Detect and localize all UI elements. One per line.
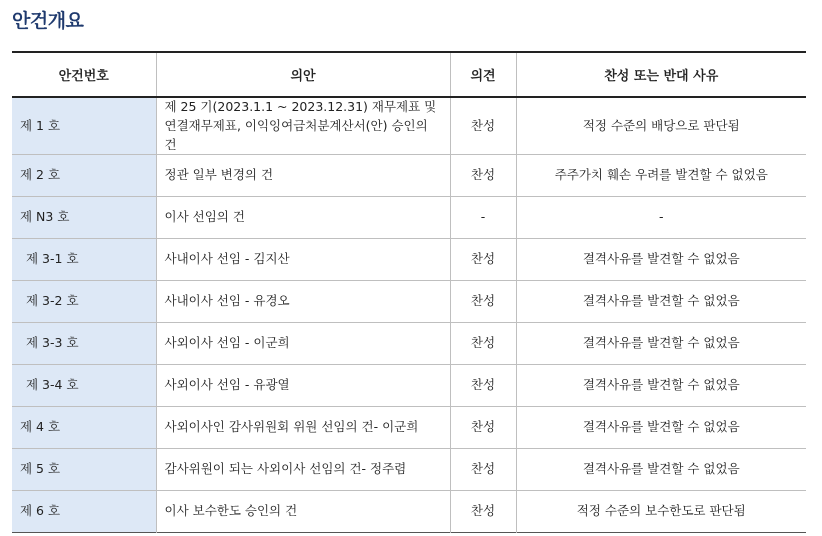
agenda-cell: 이사 선임의 건: [156, 197, 450, 239]
agenda-number-cell: 제 6 호: [12, 491, 156, 533]
agenda-number-cell: 제 3-4 호: [12, 365, 156, 407]
agenda-cell: 사내이사 선임 - 유경오: [156, 281, 450, 323]
opinion-cell: 찬성: [450, 449, 516, 491]
opinion-cell: 찬성: [450, 491, 516, 533]
agenda-number-cell: 제 2 호: [12, 155, 156, 197]
reason-cell: 결격사유를 발견할 수 없었음: [516, 365, 806, 407]
table-row: [12, 323, 806, 365]
agenda-cell: 사내이사 선임 - 김지산: [156, 239, 450, 281]
table-header-row: [12, 52, 806, 97]
agenda-cell: 제 25 기(2023.1.1 ~ 2023.12.31) 재무제표 및 연결재무제표, 이익잉여금처분계산서(안) 승인의 건: [156, 97, 450, 155]
reason-cell: 적정 수준의 배당으로 판단됨: [516, 97, 806, 155]
opinion-cell: 찬성: [450, 323, 516, 365]
header-agenda-number: 안건번호: [12, 52, 156, 97]
agenda-cell: 사외이사인 감사위원회 위원 선임의 건- 이군희: [156, 407, 450, 449]
opinion-cell: 찬성: [450, 239, 516, 281]
opinion-cell: -: [450, 197, 516, 239]
agenda-number-cell: 제 3-3 호: [12, 323, 156, 365]
agenda-number-cell: 제 3-2 호: [12, 281, 156, 323]
table-row: [12, 281, 806, 323]
opinion-cell: 찬성: [450, 407, 516, 449]
agenda-number-cell: 제 1 호: [12, 97, 156, 155]
header-agenda: 의안: [156, 52, 450, 97]
table-row: [12, 449, 806, 491]
opinion-cell: 찬성: [450, 155, 516, 197]
reason-cell: 적정 수준의 보수한도로 판단됨: [516, 491, 806, 533]
agenda-number-cell: 제 N3 호: [12, 197, 156, 239]
reason-cell: 주주가치 훼손 우려를 발견할 수 없었음: [516, 155, 806, 197]
table-row: [12, 239, 806, 281]
agenda-cell: 사외이사 선임 - 이군희: [156, 323, 450, 365]
agenda-number-cell: 제 4 호: [12, 407, 156, 449]
agenda-number-cell: 제 5 호: [12, 449, 156, 491]
opinion-cell: 찬성: [450, 97, 516, 155]
agenda-cell: 이사 보수한도 승인의 건: [156, 491, 450, 533]
reason-cell: -: [516, 197, 806, 239]
opinion-cell: 찬성: [450, 281, 516, 323]
table-row: [12, 407, 806, 449]
header-reason: 찬성 또는 반대 사유: [516, 52, 806, 97]
reason-cell: 결격사유를 발견할 수 없었음: [516, 449, 806, 491]
reason-cell: 결격사유를 발견할 수 없었음: [516, 239, 806, 281]
reason-cell: 결격사유를 발견할 수 없었음: [516, 281, 806, 323]
header-opinion: 의견: [450, 52, 516, 97]
table-row: [12, 365, 806, 407]
table-row: [12, 491, 806, 533]
opinion-cell: 찬성: [450, 365, 516, 407]
agenda-cell: 정관 일부 변경의 건: [156, 155, 450, 197]
agenda-cell: 감사위원이 되는 사외이사 선임의 건- 정주렴: [156, 449, 450, 491]
table-row: [12, 197, 806, 239]
reason-cell: 결격사유를 발견할 수 없었음: [516, 407, 806, 449]
reason-cell: 결격사유를 발견할 수 없었음: [516, 323, 806, 365]
table-row: [12, 97, 806, 155]
page-title: 안건개요: [12, 10, 84, 32]
agenda-table: [12, 51, 806, 533]
agenda-cell: 사외이사 선임 - 유광열: [156, 365, 450, 407]
table-row: [12, 155, 806, 197]
agenda-number-cell: 제 3-1 호: [12, 239, 156, 281]
